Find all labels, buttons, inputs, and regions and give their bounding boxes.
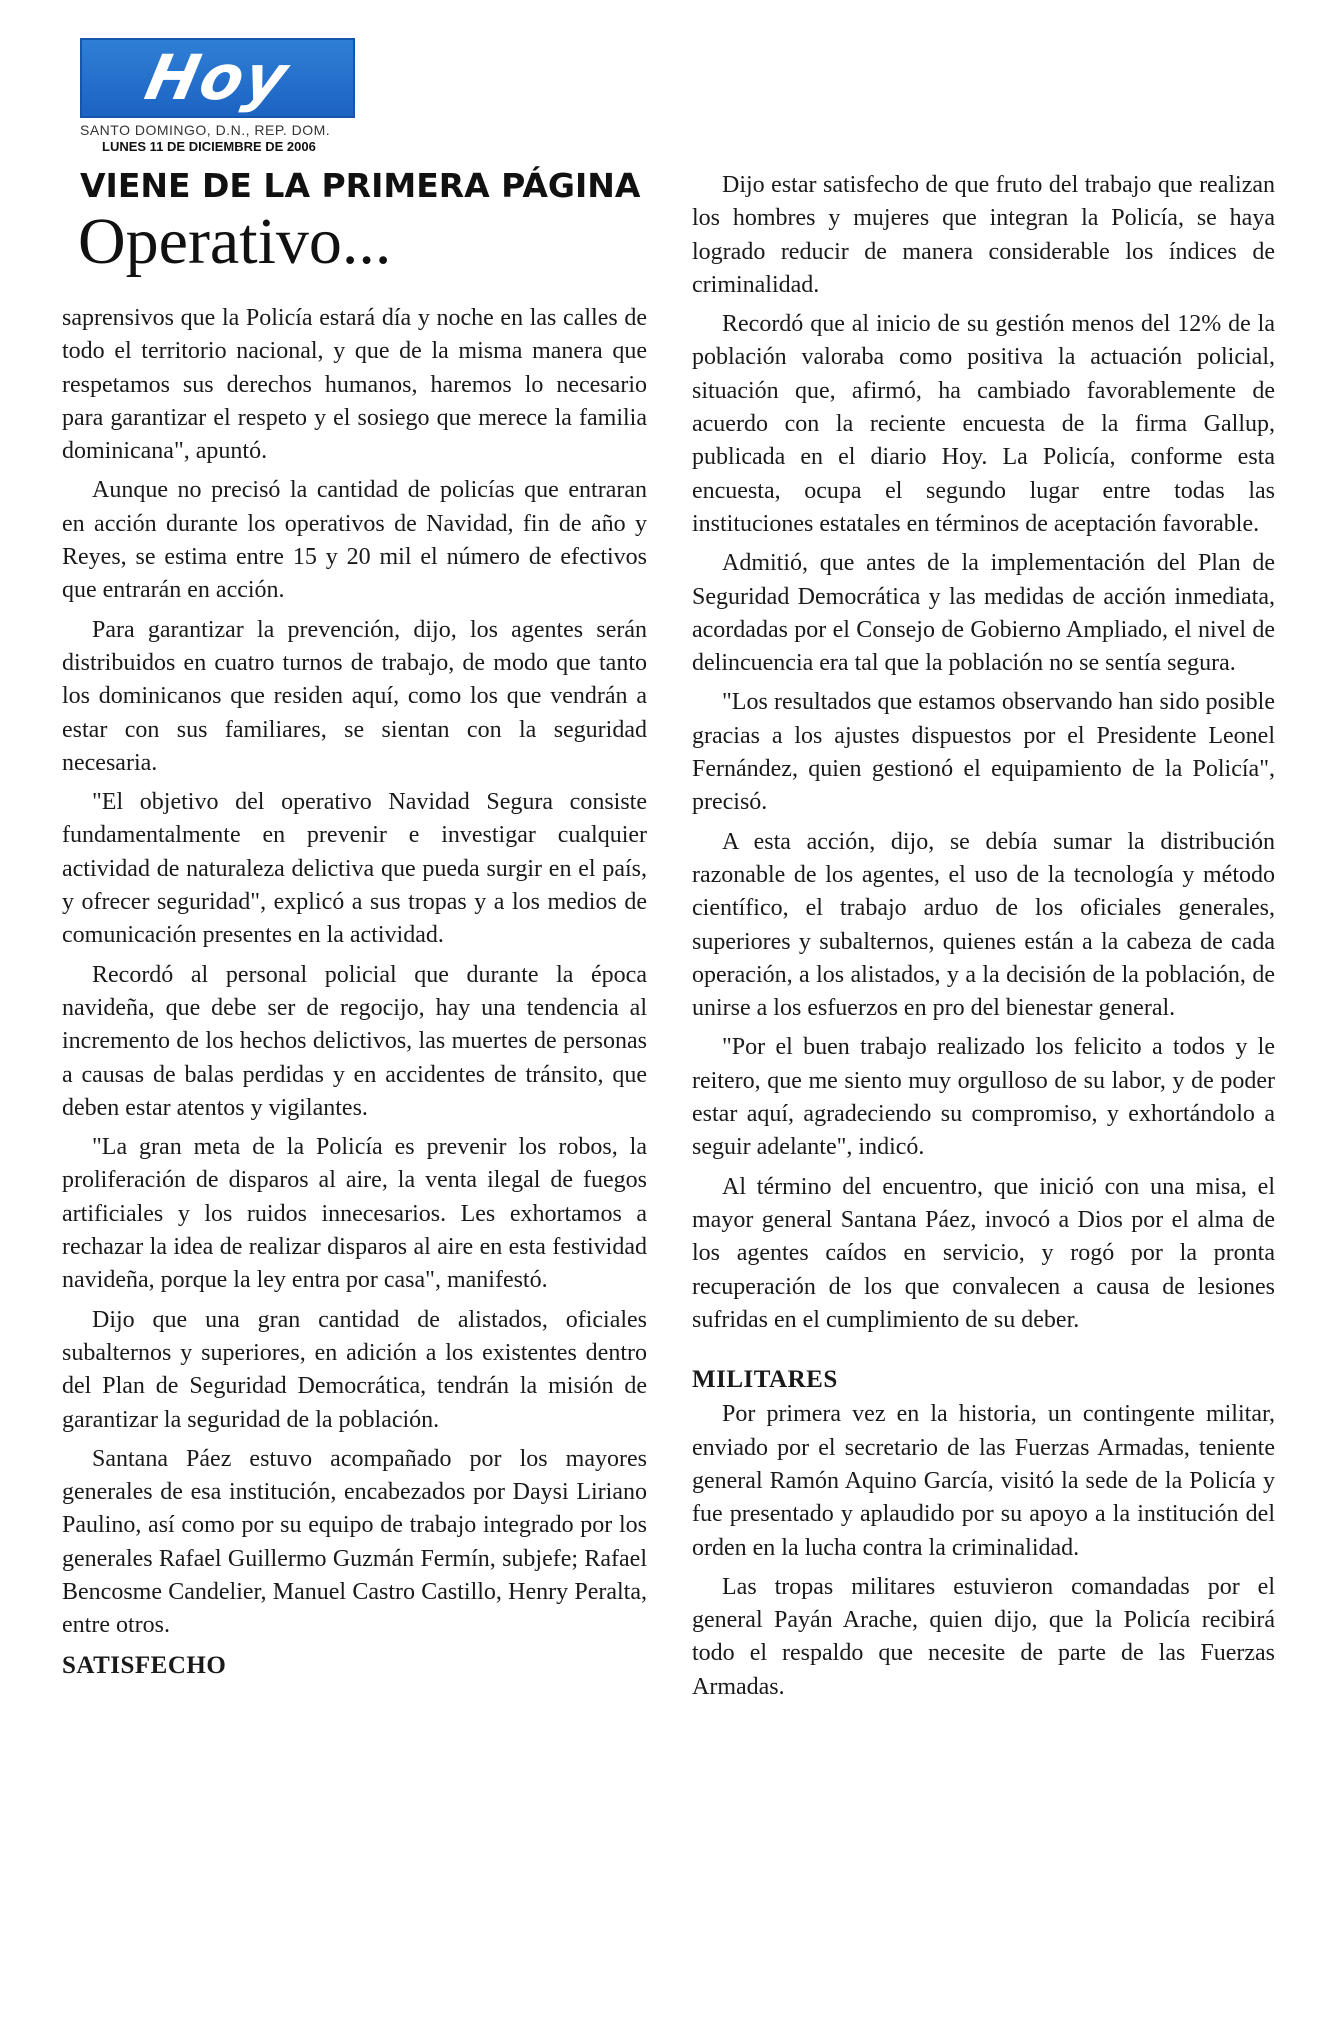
paragraph: Al término del encuentro, que inició con una misa, el mayor general Santana Páez, invocó a Dios por el alma de los agentes caídos en servicio, y rogó por la pronta recuperación de los que convalecen a causa de lesiones sufridas en el cumplimiento de su deber. [692, 1173, 1275, 1333]
paragraph: Para garantizar la prevención, dijo, los agentes serán distribuidos en cuatro turnos de trabajo, de modo que tanto los dominicanos que residen aquí, como los que vendrán a estar con sus familiares, se sientan con la seguridad necesaria. [62, 616, 647, 776]
paragraph: "Por el buen trabajo realizado los felicito a todos y le reitero, que me siento muy orgulloso de su labor, y de poder estar aquí, agradeciendo su compromiso, y exhortándolo a seguir adelante", indicó. [692, 1034, 1275, 1161]
paragraph: Santana Páez estuvo acompañado por los mayores generales de esa institución, encabezados por Daysi Liriano Paulino, así como por su equipo de trabajo integrado por los generales Rafael Guillermo Guzmán Fermín, subjefe; Rafael Bencosme Candelier, Manuel Castro Castillo, Henry Peralta, entre otros. [62, 1445, 647, 1639]
paragraph: "El objetivo del operativo Navidad Segura consiste fundamentalmente en prevenir e investigar cualquier actividad de naturaleza delictiva que pueda surgir en el país, y ofrecer seguridad", explicó a sus tropas y a los medios de comunicación presentes en la actividad. [62, 789, 647, 949]
paragraph: Por primera vez en la historia, un contingente militar, enviado por el secretario de las Fuerzas Armadas, teniente general Ramón Aquino García, visitó la sede de la Policía y fue presentado y aplaudido por su apoyo a la institución del orden en la lucha contra la criminalidad. [692, 1401, 1275, 1561]
newspaper-logo [80, 38, 355, 118]
paragraph: A esta acción, dijo, se debía sumar la distribución razonable de los agentes, el uso de la tecnología y método científico, el trabajo arduo de los oficiales generales, superiores y subalternos, quienes están a la cabeza de cada operación, a los alistados, y a la decisión de la población, de unirse a los esfuerzos en pro del bienestar general. [692, 828, 1275, 1022]
subhead-militares: MILITARES [692, 1366, 838, 1394]
masthead [80, 38, 355, 154]
logo-text: Hoy [139, 41, 296, 114]
paragraph: Las tropas militares estuvieron comandadas por el general Payán Arache, quien dijo, que la Policía recibirá todo el respaldo que necesite de parte de las Fuerzas Armadas. [692, 1573, 1275, 1700]
paragraph: Aunque no precisó la cantidad de policías que entraran en acción durante los operativos de Navidad, fin de año y Reyes, se estima entre 15 y 20 mil el número de efectivos que entrarán en acción. [62, 477, 647, 604]
paragraph: saprensivos que la Policía estará día y noche en las calles de todo el territorio nacional, y que de la misma manera que respetamos sus derechos humanos, haremos lo necesario para garantizar el respeto y el sosiego que merece la familia dominicana", apuntó. [62, 305, 647, 465]
paragraph: "La gran meta de la Policía es prevenir los robos, la proliferación de disparos al aire, la venta ilegal de fuegos artificiales y los ruidos innecesarios. Les exhortamos a rechazar la idea de realizar disparos al aire en esta festividad navideña, porque la ley entra por casa", manifestó. [62, 1134, 647, 1294]
paragraph: Dijo estar satisfecho de que fruto del trabajo que realizan los hombres y mujeres que integran la Policía, se haya logrado reducir de manera considerable los índices de criminalidad. [692, 172, 1275, 298]
dateline-place: SANTO DOMINGO, D.N., REP. DOM. [80, 122, 331, 138]
paragraph: Recordó al personal policial que durante la época navideña, que debe ser de regocijo, hay una tendencia al incremento de los hechos delictivos, las muertes de personas a causas de balas perdidas y en accidentes de tránsito, que deben estar atentos y vigilantes. [62, 961, 647, 1121]
article-headline: Operativo... [78, 205, 392, 278]
paragraph: Dijo que una gran cantidad de alistados, oficiales subalternos y superiores, en adición a los existentes dentro del Plan de Seguridad Democrática, tendrán la misión de garantizar la seguridad de la población. [62, 1306, 647, 1433]
paragraph: Admitió, que antes de la implementación del Plan de Seguridad Democrática y las medidas de acción inmediata, acordadas por el Consejo de Gobierno Ampliado, el nivel de delincuencia era tal que la población no se sentía segura. [692, 550, 1275, 677]
article-kicker: VIENE DE LA PRIMERA PÁGINA [80, 166, 641, 205]
paragraph: "Los resultados que estamos observando han sido posible gracias a los ajustes dispuestos por el Presidente Leonel Fernández, quien gestionó el equipamiento de la Policía", precisó. [692, 689, 1275, 816]
article-column-right [692, 169, 1275, 1710]
paragraph: Recordó que al inicio de su gestión menos del 12% de la población valoraba como positiva la actuación policial, situación que, afirmó, ha cambiado favorablemente de acuerdo con la reciente encuesta de la firma Gallup, publicada en el diario Hoy. La Policía, conforme esta encuesta, ocupa el segundo lugar entre todas las instituciones estatales en términos de aceptación favorable. [692, 311, 1275, 537]
subhead-satisfecho: SATISFECHO [62, 1651, 227, 1679]
dateline-date: LUNES 11 DE DICIEMBRE DE 2006 [102, 139, 316, 154]
article-column-left [62, 302, 647, 1684]
